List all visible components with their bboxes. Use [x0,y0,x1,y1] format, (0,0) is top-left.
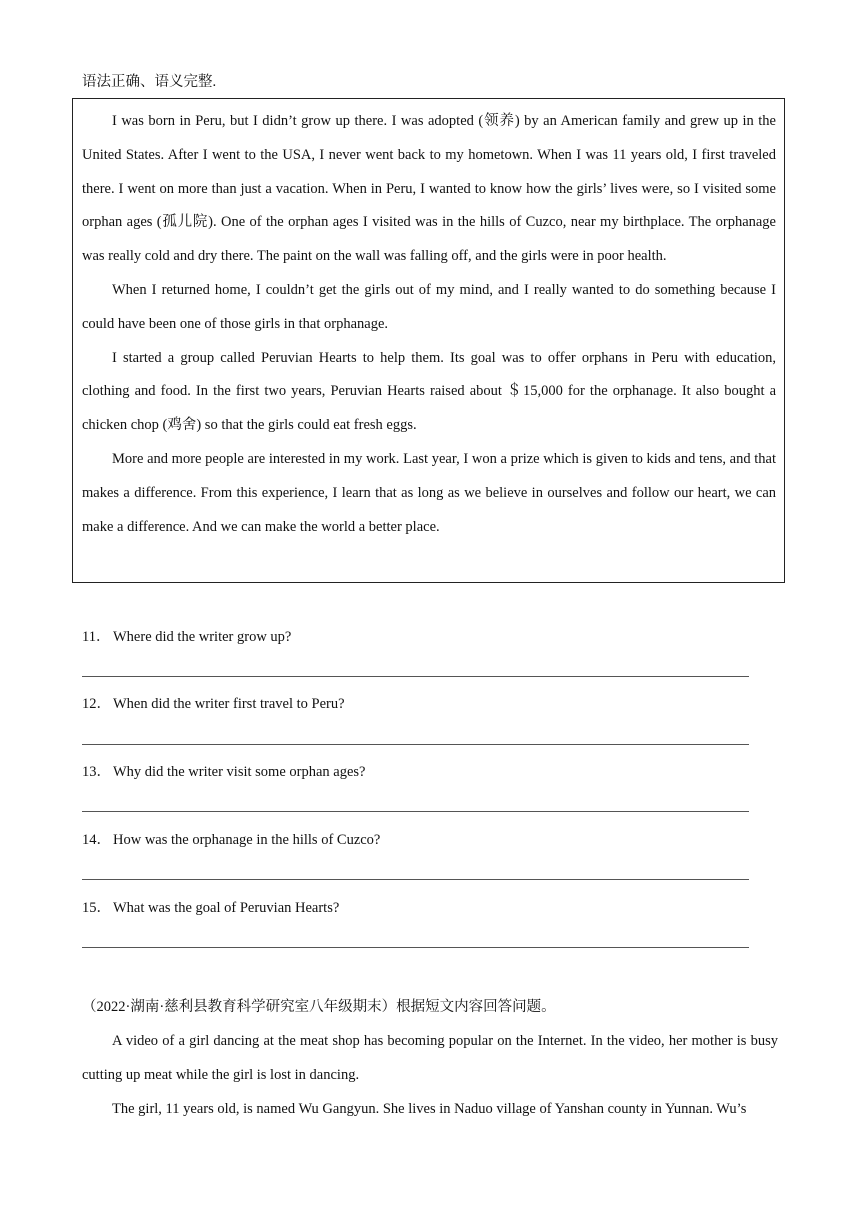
question-text: When did the writer first travel to Peru? [113,696,345,712]
question-15 [82,898,339,918]
answer-line-15[interactable] [82,947,749,948]
answer-line-11[interactable] [82,676,749,677]
question-number: 11． [82,629,111,645]
passage-paragraph-1: I was born in Peru, but I didn’t grow up there. I was adopted (领养) by an American family and grew up in the United States. After I went to the USA, I never went back to my hometown. When I was 11 years old, I first traveled there. I went on more than just a vacation. When in Peru, I wanted to know how the girls’ lives were, so I visited some orphan ages (孤儿院). One of the orphan ages I visited was in the hills of Cuzco, near my birthplace. The orphanage was really cold and dry there. The paint on the wall was falling off, and the girls were in poor health. [82,113,776,265]
question-12 [82,694,345,714]
question-text: How was the orphanage in the hills of Cuzco? [113,832,381,848]
answer-line-14[interactable] [82,879,749,880]
answer-line-12[interactable] [82,744,749,745]
question-text: What was the goal of Peruvian Hearts? [113,900,340,916]
question-number: 14． [82,832,111,848]
question-text: Where did the writer grow up? [113,629,292,645]
answer-line-13[interactable] [82,811,749,812]
question-text: Why did the writer visit some orphan ages? [113,764,366,780]
question-number: 12． [82,696,111,712]
reading-passage-box [72,98,785,583]
passage-paragraph-4: More and more people are interested in my work. Last year, I won a prize which is given to kids and tens, and that makes a difference. From this experience, I learn that as long as we believe in ourselves and follow our heart, we can make a difference. And we can make the world a better place. [82,450,776,535]
section2-paragraph-1: A video of a girl dancing at the meat shop has becoming popular on the Internet. In the video, her mother is busy cutting up meat while the girl is lost in dancing. [82,1033,778,1083]
question-11 [82,627,291,647]
question-number: 15． [82,900,111,916]
passage-paragraph-2: When I returned home, I couldn’t get the girls out of my mind, and I really wanted to do something because I could have been one of those girls in that orphanage. [82,281,776,332]
intro-instruction: 语法正确、语义完整. [82,74,217,90]
question-number: 13． [82,764,111,780]
section-source-heading: （2022·湖南·慈利县教育科学研究室八年级期末）根据短文内容回答问题。 [82,999,556,1015]
question-14 [82,830,380,850]
question-13 [82,762,365,782]
section2-paragraph-2: The girl, 11 years old, is named Wu Gangyun. She lives in Naduo village of Yanshan county in Yunnan. Wu’s [112,1101,747,1117]
passage-paragraph-3: I started a group called Peruvian Hearts to help them. Its goal was to offer orphans in Peru with education, clothing and food. In the first two years, Peruvian Hearts raised about ＄15,000 for the orphanage. It also bought a chicken chop (鸡舍) so that the girls could eat fresh eggs. [82,349,776,434]
section2-passage [82,1024,778,1126]
